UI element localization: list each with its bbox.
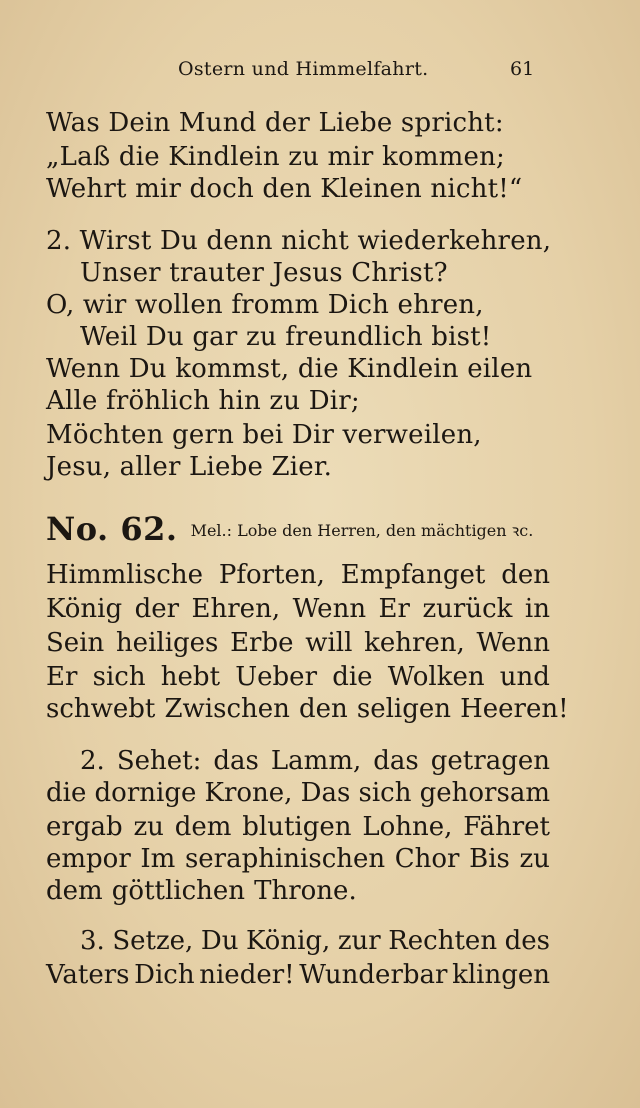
verse-word: Chor xyxy=(394,844,460,874)
verse-line: Alle fröhlich hin zu Dir; xyxy=(46,386,360,416)
verse-word: göttlichen xyxy=(111,876,246,906)
verse-word: kehren, xyxy=(364,628,465,658)
verse-line xyxy=(46,558,550,592)
verse-word: dem xyxy=(46,876,103,906)
verse-line xyxy=(80,924,550,958)
verse-line xyxy=(46,958,550,992)
verse-line: Jesu, aller Liebe Zier. xyxy=(46,452,333,482)
verse-word: nieder! xyxy=(199,960,295,990)
verse-word: Vaters xyxy=(46,960,130,990)
verse-word: Du xyxy=(200,926,239,956)
verse-word: dornige xyxy=(94,778,197,808)
verse-word: Pforten, xyxy=(218,560,325,590)
verse-line xyxy=(46,626,550,660)
verse-line: Weil Du gar zu freundlich bist! xyxy=(80,322,492,352)
verse-line xyxy=(46,842,550,876)
verse-line: Wenn Du kommst, die Kindlein eilen xyxy=(46,354,533,384)
verse-word: dem xyxy=(174,812,232,842)
verse-word: heiliges xyxy=(115,628,219,658)
verse-word: Das xyxy=(300,778,351,808)
verse-word: Wunderbar xyxy=(299,960,448,990)
verse-line: „Laß die Kindlein zu mir kommen; xyxy=(46,142,506,172)
hymn-number: No. 62. xyxy=(46,510,178,548)
verse-word: Ueber xyxy=(235,662,317,692)
hymn-heading xyxy=(46,510,533,548)
verse-word: Heeren! xyxy=(460,694,569,724)
verse-word: Setze, xyxy=(112,926,194,956)
verse-word: Empfanget xyxy=(340,560,486,590)
verse-word: seraphinischen xyxy=(184,844,386,874)
verse-word: zu xyxy=(133,812,164,842)
verse-word: ergab xyxy=(46,812,123,842)
verse-line xyxy=(46,592,550,626)
verse-line: Was Dein Mund der Liebe spricht: xyxy=(46,108,504,138)
running-title: Ostern und Himmelfahrt. xyxy=(178,58,429,80)
verse-word: blutigen xyxy=(242,812,352,842)
verse-word: 2. xyxy=(80,746,105,776)
verse-line xyxy=(46,874,550,908)
verse-word: schwebt xyxy=(46,694,156,724)
verse-word: Throne. xyxy=(254,876,357,906)
verse-line xyxy=(46,810,550,844)
verse-line: 2. Wirst Du denn nicht wiederkehren, xyxy=(46,226,552,256)
verse-word: Erbe xyxy=(230,628,294,658)
verse-line: Möchten gern bei Dir verweilen, xyxy=(46,420,482,450)
running-head xyxy=(0,58,640,88)
verse-line xyxy=(46,692,569,726)
verse-word: König xyxy=(46,594,123,624)
verse-word: Wenn xyxy=(476,628,550,658)
verse-word: Rechten xyxy=(388,926,498,956)
verse-word: Krone, xyxy=(204,778,293,808)
verse-word: Er xyxy=(46,662,78,692)
verse-word: Ehren, xyxy=(191,594,281,624)
verse-word: will xyxy=(305,628,353,658)
melody-note: Mel.: Lobe den Herren, den mächtigen ꝛc. xyxy=(190,521,534,540)
verse-word: das xyxy=(213,746,259,776)
verse-word: hebt xyxy=(160,662,221,692)
verse-word: zur xyxy=(337,926,381,956)
verse-word: Sein xyxy=(46,628,105,658)
verse-word: Dich xyxy=(134,960,195,990)
verse-line: Unser trauter Jesus Christ? xyxy=(80,258,448,288)
verse-word: den xyxy=(299,694,348,724)
verse-word: in xyxy=(524,594,550,624)
verse-word: getragen xyxy=(430,746,550,776)
verse-word: 3. xyxy=(80,926,105,956)
verse-word: Wolken xyxy=(387,662,485,692)
verse-word: zu xyxy=(519,844,550,874)
verse-word: sich xyxy=(358,778,412,808)
verse-word: Fähret xyxy=(463,812,550,842)
verse-word: Lohne, xyxy=(362,812,453,842)
verse-line: Wehrt mir doch den Kleinen nicht!“ xyxy=(46,174,523,204)
verse-line xyxy=(46,660,550,694)
verse-word: König, xyxy=(245,926,331,956)
verse-line: O, wir wollen fromm Dich ehren, xyxy=(46,290,484,320)
verse-word: klingen xyxy=(452,960,550,990)
verse-word: den xyxy=(501,560,550,590)
verse-word: Himmlische xyxy=(46,560,203,590)
verse-line xyxy=(80,744,550,778)
verse-line xyxy=(46,776,550,810)
verse-word: Er xyxy=(378,594,410,624)
verse-word: Bis xyxy=(469,844,510,874)
page-number: 61 xyxy=(510,58,535,80)
verse-word: empor xyxy=(46,844,131,874)
verse-word: Zwischen xyxy=(164,694,290,724)
verse-word: Wenn xyxy=(292,594,367,624)
verse-word: gehorsam xyxy=(419,778,550,808)
verse-word: die xyxy=(46,778,87,808)
verse-word: des xyxy=(504,926,550,956)
verse-word: die xyxy=(332,662,373,692)
verse-word: das xyxy=(373,746,419,776)
verse-word: der xyxy=(134,594,180,624)
verse-word: Im xyxy=(140,844,176,874)
verse-word: sich xyxy=(92,662,146,692)
verse-word: Sehet: xyxy=(116,746,202,776)
verse-word: und xyxy=(499,662,550,692)
verse-word: seligen xyxy=(356,694,452,724)
verse-word: zurück xyxy=(422,594,513,624)
verse-word: Lamm, xyxy=(270,746,362,776)
